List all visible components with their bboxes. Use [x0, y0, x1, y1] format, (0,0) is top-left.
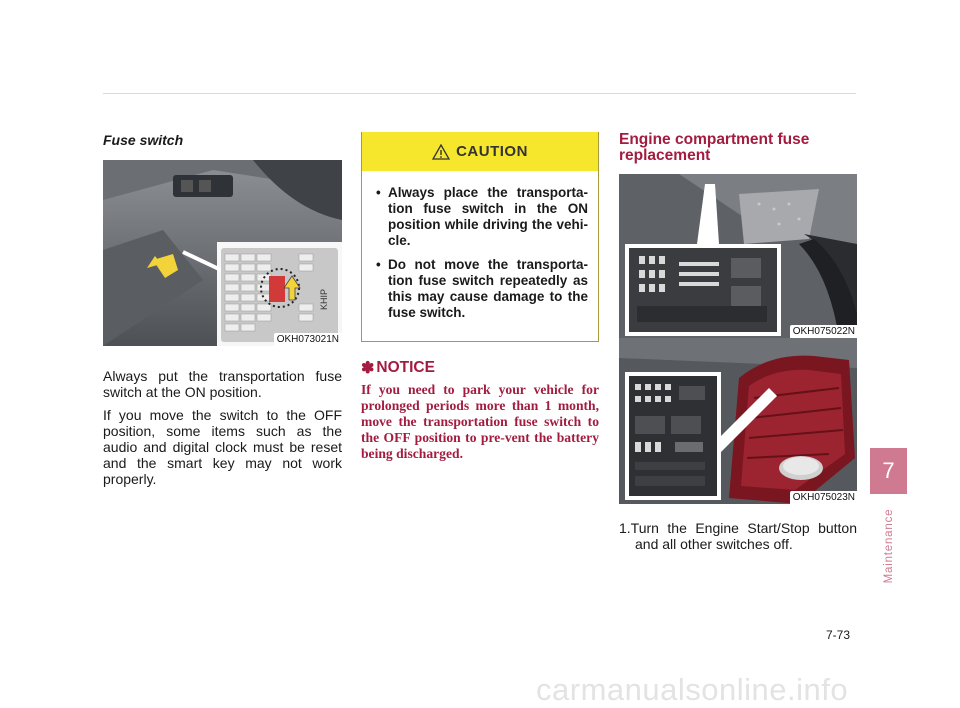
svg-text:KHIP: KHIP [319, 288, 329, 310]
step: 1.Turn the Engine Start/Stop button and all other switches off. [619, 520, 857, 552]
chapter-tab: 7 [870, 448, 907, 494]
caution-box [361, 132, 599, 342]
chapter-name: Maintenance [883, 508, 895, 584]
top-rule [103, 93, 856, 94]
watermark: carmanualsonline.info [536, 672, 849, 707]
caution-label: CAUTION [456, 143, 528, 160]
photo-caption: OKH075022N [790, 325, 858, 338]
caution-item: • Always place the transporta-tion fuse switch in the ON position while driving the vehi-cle. [376, 185, 588, 249]
fuse-switch-column [103, 132, 342, 494]
caution-item: • Do not move the transporta-tion fuse switch repeatedly as this may cause damage to the fuse switch. [376, 257, 588, 321]
photo-caption: OKH075023N [790, 491, 858, 504]
warning-triangle-icon [432, 144, 450, 160]
notice-label: NOTICE [376, 359, 435, 376]
page-number: 7-73 [826, 628, 851, 642]
paragraph: Always put the transportation fuse switch at the ON position. [103, 368, 342, 400]
caution-header [362, 132, 598, 171]
fuse-switch-illustration [103, 160, 342, 346]
engine-fuse-title: Engine compartment fuse replacement [619, 131, 810, 164]
caution-notice-column [361, 132, 599, 462]
paragraph: If you move the switch to the OFF position, some items such as the audio and digital clock must be reset and the smart key may not work properly. [103, 407, 342, 487]
fuse-switch-photo [103, 160, 342, 346]
engine-fuse-column [619, 132, 857, 552]
engine-photo-2 [619, 338, 858, 504]
chapter-side-label [881, 508, 897, 584]
engine-compartment-illustration [619, 174, 857, 338]
photo-caption: OKH073021N [274, 333, 342, 346]
fuse-switch-title: Fuse switch [103, 132, 184, 148]
fuse-box-cover-illustration [619, 338, 857, 504]
notice-text: If you need to park your vehicle for prolonged periods more than 1 month, move the transportation fuse switch to the OFF position to pre-vent the battery being discharged. [361, 382, 599, 461]
engine-photo-1 [619, 174, 858, 338]
notice-title [361, 358, 599, 378]
caution-list [362, 171, 598, 341]
notice-star-icon: ✽ [361, 360, 375, 377]
